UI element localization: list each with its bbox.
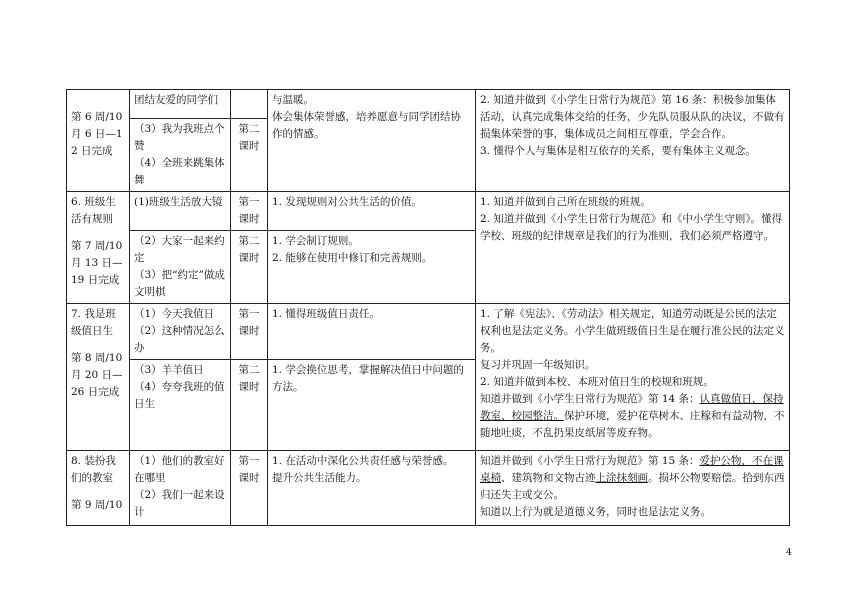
standard-underlined-text: 上涂抹刻画 <box>595 472 648 484</box>
standard-text: 知道并做到《小学生日常行为规范》第 14 条： <box>480 393 700 405</box>
lesson-cell <box>231 231 268 304</box>
lesson-label: 第二课时 <box>238 123 260 152</box>
standard-line <box>480 391 785 442</box>
schedule-table <box>66 89 790 526</box>
table-row <box>67 304 790 360</box>
topic-line: （4）全班来跳集体舞 <box>134 157 225 186</box>
topic-line: 团结友爱的同学们 <box>134 94 218 106</box>
standard-line: 知道以上行为就是道德义务，同时也是法定义务。 <box>480 506 711 518</box>
goal-line: 1. 在活动中深化公共责任感与荣誉感。 <box>272 455 454 467</box>
lesson-cell <box>231 360 268 451</box>
topic-cell <box>130 231 231 304</box>
lesson-label: 第一课时 <box>238 308 260 337</box>
standard-cell <box>476 304 790 451</box>
standard-underlined-text: 认真做值日，保持教室、校园整洁。 <box>480 393 784 422</box>
standard-line: 2. 知道并做到《小学生日常行为规范》和《中小学生守则》。懂得学校、班级的纪律规章是我们的行为准则，我们必须严格遵守。 <box>480 213 783 242</box>
table-row <box>67 192 790 231</box>
unit-schedule: 第 9 周/10 <box>71 499 123 511</box>
goal-cell <box>268 451 476 526</box>
topic-cell <box>130 360 231 451</box>
goal-line: 与温暖。 <box>272 94 314 106</box>
lesson-label: 第二课时 <box>238 364 260 393</box>
standard-text: 保护环境，爱护花草树木、庄稼和有益动物，不随地吐痰，不乱扔果皮纸屑等废弃物。 <box>480 410 785 439</box>
goal-line: 1. 学会换位思考，掌握解决值日中问题的方法。 <box>272 364 464 393</box>
standard-line: 3. 懂得个人与集体是相互依存的关系，要有集体主义观念。 <box>480 145 756 157</box>
standard-line: 复习并巩固一年级知识。 <box>480 359 596 371</box>
unit-schedule: 第 6 周/10 月 6 日—12 日完成 <box>71 111 123 157</box>
goal-cell <box>268 360 476 451</box>
table-row <box>67 451 790 526</box>
goal-cell <box>268 90 476 192</box>
topic-cell <box>130 304 231 360</box>
unit-schedule: 第 8 周/10 月 20 日—26 日完成 <box>71 352 123 398</box>
standard-text: 知道并做到《小学生日常行为规范》第 15 条： <box>480 455 700 467</box>
goal-cell <box>268 192 476 231</box>
goal-line: 2. 能够在使用中修订和完善规则。 <box>272 252 433 264</box>
lesson-label: 第一课时 <box>238 455 260 484</box>
unit-schedule: 第 7 周/10 月 13 日—19 日完成 <box>71 240 123 286</box>
topic-cell <box>130 90 231 119</box>
topic-line: (1)班级生活放大镜 <box>134 196 223 208</box>
topic-line: （3）我为我班点个赞 <box>134 123 225 152</box>
topic-cell <box>130 119 231 192</box>
standard-underlined-text: 爱护公物，不在课桌椅 <box>480 455 784 484</box>
lesson-cell <box>231 90 268 119</box>
goal-line: 1. 懂得班级值日责任。 <box>272 308 380 320</box>
goal-cell <box>268 304 476 360</box>
topic-line: （3）把“约定”做成文明棋 <box>134 269 225 298</box>
standard-text: 、建筑物和文物古迹 <box>501 472 596 484</box>
lesson-cell <box>231 119 268 192</box>
topic-line: （2）大家一起来约定 <box>134 235 225 264</box>
unit-cell <box>67 451 130 526</box>
goal-line: 体会集体荣誉感，培养愿意与同学团结协作的情感。 <box>272 111 461 140</box>
standard-cell <box>476 192 790 304</box>
standard-line: 2. 知道并做到本校、本班对值日生的校规和班规。 <box>480 376 714 388</box>
topic-line: （1）今天我值日 <box>134 308 215 320</box>
standard-cell <box>476 451 790 526</box>
topic-line: （3）羊羊值日 <box>134 364 204 376</box>
lesson-label: 第二课时 <box>238 235 260 264</box>
standard-line: 1. 了解《宪法》、《劳动法》相关规定，知道劳动既是公民的法定权利也是法定义务。小学生做班级值日生是在履行准公民的法定义务。 <box>480 308 785 354</box>
unit-title: 6. 班级生活有规则 <box>71 196 116 225</box>
topic-line: （2）我们一起来设计 <box>134 489 225 518</box>
topic-line: （4）夸夸我班的值日生 <box>134 381 225 410</box>
standard-line: 1. 知道并做到自己所在班级的班规。 <box>480 196 651 208</box>
unit-title: 8. 装扮我们的教室 <box>71 455 116 484</box>
standard-cell <box>476 90 790 192</box>
unit-cell <box>67 90 130 192</box>
unit-cell <box>67 304 130 451</box>
goal-cell <box>268 231 476 304</box>
unit-cell <box>67 192 130 304</box>
topic-line: （1）他们的教室好在哪里 <box>134 455 225 484</box>
goal-line: 1. 学会制订规则。 <box>272 235 359 247</box>
topic-cell <box>130 451 231 526</box>
standard-line: 2. 知道并做到《小学生日常行为规范》第 16 条：积极参加集体活动，认真完成集体交给的任务，少先队员服从队的决议，不做有损集体荣誉的事，集体成员之间相互尊重，学会合作。 <box>480 94 785 140</box>
topic-cell <box>130 192 231 231</box>
goal-line: 提升公共生活能力。 <box>272 472 367 484</box>
page-number: 4 <box>786 548 792 558</box>
topic-line: （2）这种情况怎么办 <box>134 325 225 354</box>
standard-line <box>480 453 785 504</box>
standard-text: 。损坏公物要赔偿。拾到东西归还失主或交公。 <box>480 472 785 501</box>
lesson-label: 第一课时 <box>238 196 260 225</box>
unit-title: 7. 我是班级值日生 <box>71 308 116 337</box>
lesson-cell <box>231 192 268 231</box>
table-row <box>67 90 790 119</box>
lesson-cell <box>231 304 268 360</box>
lesson-cell <box>231 451 268 526</box>
goal-line: 1. 发现规则对公共生活的价值。 <box>272 196 422 208</box>
